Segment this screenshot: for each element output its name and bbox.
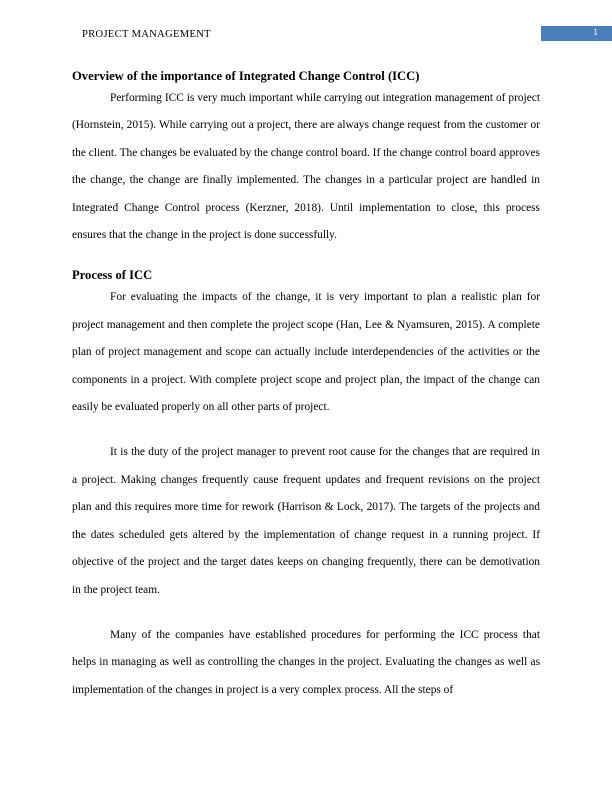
page-number: 1 xyxy=(593,28,598,38)
paragraph: For evaluating the impacts of the change, it is very important to plan a realistic plan for project management and then complete the project scope (Han, Lee & Nyamsuren, 2015). A complete plan of project management and scope can actually include interdependencies of the activities or the components in a project. With complete project scope and project plan, the impact of the change can easily be evaluated properly on all other parts of project. xyxy=(72,291,540,414)
paragraph: Performing ICC is very much important while carrying out integration management of project (Hornstein, 2015). While carrying out a project, there are always change request from the customer or the client. The changes be evaluated by the change control board. If the change control board approves the change, the change are finally implemented. The changes in a particular project are handled in Integrated Change Control process (Kerzner, 2018). Until implementation to close, this process ensures that the change in the project is done successfully. xyxy=(72,92,540,242)
paragraph: It is the duty of the project manager to prevent root cause for the changes that are required in a project. Making changes frequently cause frequent updates and frequent revisions on the project plan and this requires more time for rework (Harrison & Lock, 2017). The targets of the projects and the dates scheduled gets altered by the implementation of change request in a running project. If objective of the project and the target dates keeps on changing frequently, there can be demotivation in the project team. xyxy=(72,446,540,596)
running-header xyxy=(0,26,612,48)
document-body xyxy=(72,68,540,704)
section-heading-overview: Overview of the importance of Integrated Change Control (ICC) xyxy=(72,69,420,83)
page-number-badge xyxy=(541,26,612,41)
running-header-title: PROJECT MANAGEMENT xyxy=(82,29,211,40)
section-heading-process: Process of ICC xyxy=(72,268,153,283)
paragraph: Many of the companies have established procedures for performing the ICC process that helps in managing as well as controlling the changes in the project. Evaluating the changes as well as implementation of the changes in project is a very complex process. All the steps of xyxy=(72,628,540,696)
